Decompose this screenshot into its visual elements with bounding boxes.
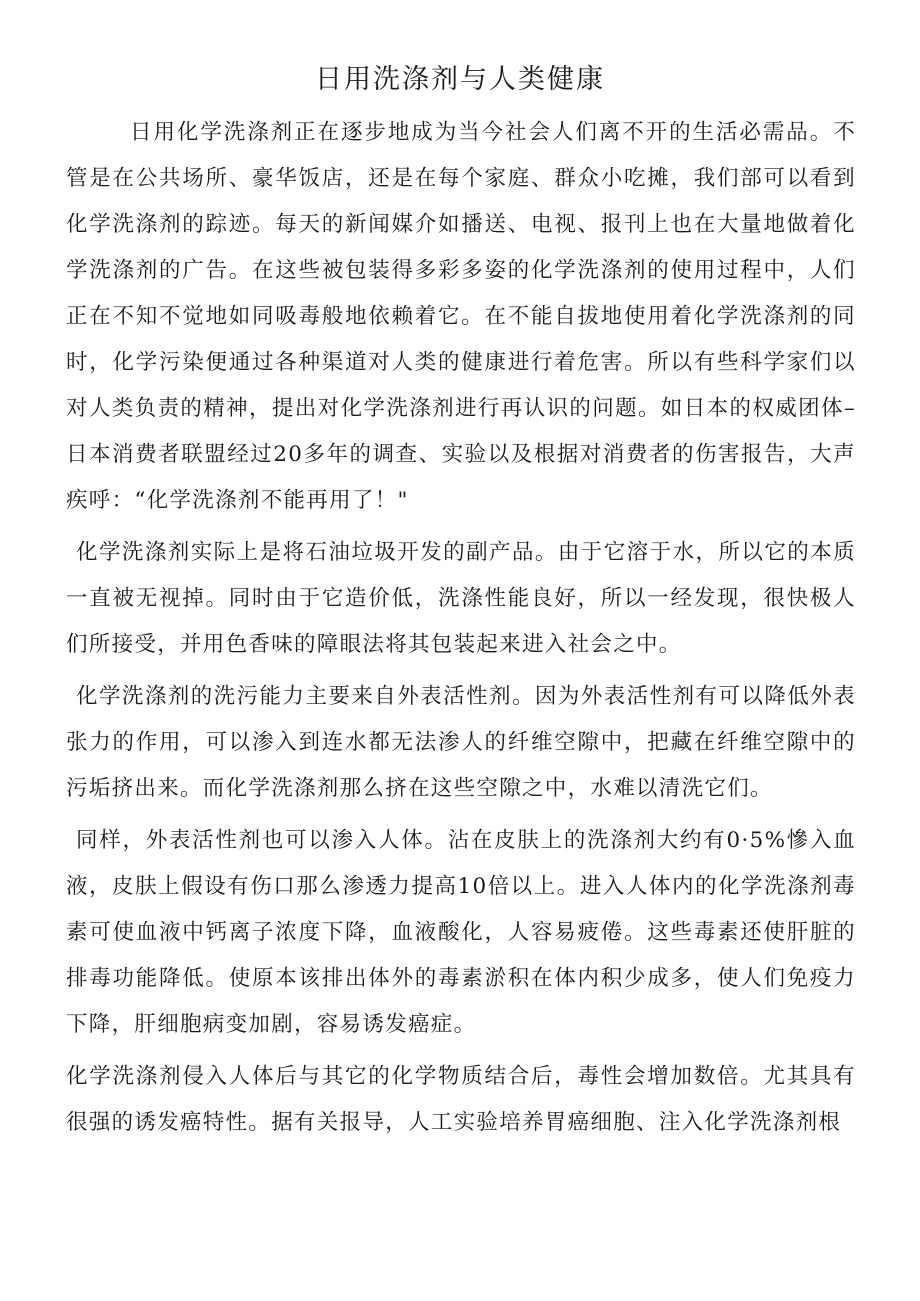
document-body — [66, 110, 856, 1146]
paragraph-toxicity: 化学洗涤剂侵入人体后与其它的化学物质结合后，毒性会增加数倍。尤其具有很强的诱发癌特性。据有关报导，人工实验培养胃癌细胞、注入化学洗涤剂根 — [66, 1064, 856, 1135]
paragraph-origin: 化学洗涤剂实际上是将石油垃圾开发的副产品。由于它溶于水，所以它的本质一直被无视掉。同时由于它造价低，洗涤性能良好，所以一经发现，很快极人们所接受，并用色香味的障眼法将其包装起来进入社会之中。 — [66, 540, 856, 657]
document-title: 日用洗涤剂与人类健康 — [315, 64, 605, 95]
paragraph-absorption: 同样，外表活性剂也可以渗入人体。沾在皮肤上的洗涤剂大约有0·5%慘入血液，皮肤上假设有伤口那么渗透力提高10倍以上。进入人体内的化学洗涤剂毒素可使血液中钙离子浓度下降，血液酸化，人容易疲倦。这些毒素还使肝脏的排毒功能降低。使原本该排出体外的毒素淤积在体内积少成多，使人们免疫力下降，肝细胞病变加剧，容易诱发癌症。 — [66, 828, 856, 1037]
paragraph-surfactant: 化学洗涤剂的洗污能力主要来自外表活性剂。因为外表活性剂有可以降低外表张力的作用，可以渗入到连水都无法渗人的纤维空隙中，把藏在纤维空隙中的污垢挤出来。而化学洗涤剂那么挤在这些空隙之中，水难以清洗它们。 — [66, 684, 856, 801]
paragraph-intro: 日用化学洗涤剂正在逐步地成为当今社会人们离不开的生活必需品。不管是在公共场所、豪华饭店，还是在每个家庭、群众小吃摊，我们部可以看到化学洗涤剂的踪迹。每天的新闻媒介如播送、电视、报刊上也在大量地做着化学洗涤剂的广告。在这些被包装得多彩多姿的化学洗涤剂的使用过程中，人们正在不知不觉地如同吸毒般地依赖着它。在不能自拔地使用着化学洗涤剂的同时，化学污染便通过各种渠道对人类的健康进行着危害。所以有些科学家们以对人类负责的精神，提出对化学洗涤剂进行再认识的问题。如日本的权威团体–日本消费者联盟经过20多年的调查、实验以及根据对消费者的伤害报告，大声疾呼：“化学洗涤剂不能再用了！" — [66, 120, 856, 513]
